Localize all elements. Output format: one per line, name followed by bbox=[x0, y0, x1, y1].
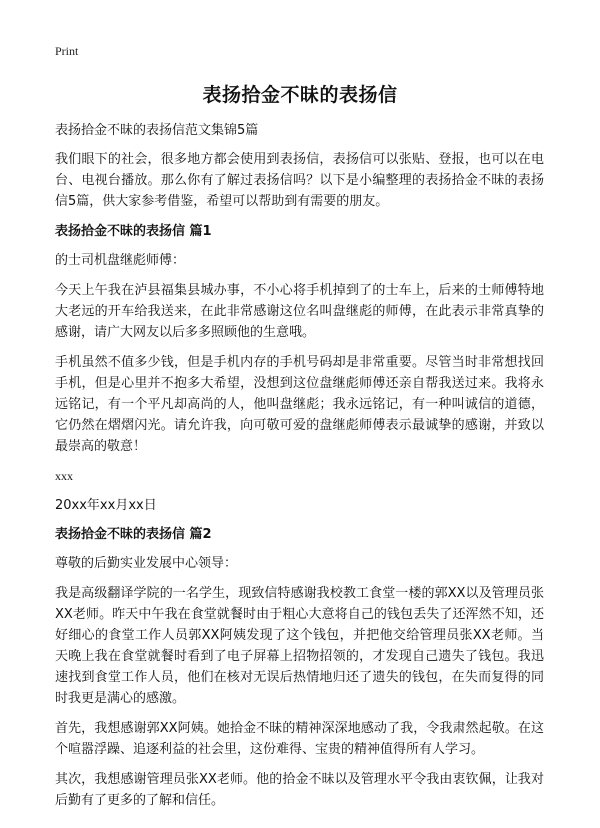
letter-paragraph-2a: 我是高级翻译学院的一名学生，现致信特感谢我校教工食堂一楼的郭XX以及管理员张XX老师。昨天中午我在食堂就餐时由于粗心大意将自己的钱包丢失了还浑然不知，还好细心的食堂工作人员郭XX阿姨发现了这个钱包，并把他交给管理员张XX老师。当天晚上我在食堂就餐时看到了电子屏幕上招物招领的，才发现自己遗失了钱包。我迅速找到食堂工作人员，他们在核对无误后热情地归还了遗失的钱包，在失而复得的同时我更是满心的感激。 bbox=[55, 586, 544, 706]
letter-greeting-2: 尊敬的后勤实业发展中心领导： bbox=[55, 556, 238, 571]
letter-greeting-1: 的士司机盘继彪师傅： bbox=[55, 253, 186, 268]
intro-paragraph: 我们眼下的社会，很多地方都会使用到表扬信，表扬信可以张贴、登报，也可以在电台、电视台播放。那么你有了解过表扬信吗？以下是小编整理的表扬拾金不昧的表扬信5篇，供大家参考借鉴，希望可以帮助到有需要的朋友。 bbox=[55, 152, 544, 209]
page-title: 表扬拾金不昧的表扬信 bbox=[202, 84, 398, 106]
letter-date-1: 20xx年xx月xx日 bbox=[55, 498, 157, 513]
section-heading-1: 表扬拾金不昧的表扬信 篇1 bbox=[55, 224, 212, 239]
document-body bbox=[55, 120, 544, 820]
print-link[interactable]: Print bbox=[55, 44, 79, 58]
letter-signature-1: xxx bbox=[55, 469, 73, 483]
letter-paragraph-1b: 手机虽然不值多少钱，但是手机内存的手机号码却是非常重要。尽管当时非常想找回手机，但是心里并不抱多大希望，没想到这位盘继彪师傅还亲自帮我送过来。我将永远铭记，有一个平凡却高尚的人，他叫盘继彪；我永远铭记，有一种叫诚信的道德，它仍然在熠熠闪光。请允许我，向可敬可爱的盘继彪师傅表示最诚挚的感谢，并致以最崇高的敬意！ bbox=[55, 355, 544, 454]
letter-paragraph-1a: 今天上午我在泸县福集县城办事，不小心将手机掉到了的士车上，后来的士师傅特地大老远的开车给我送来，在此非常感谢这位名叫盘继彪的师傅，在此表示非常真挚的感谢，请广大网友以后多多照顾他的生意哦。 bbox=[55, 283, 544, 340]
letter-paragraph-2c: 其次，我想感谢管理员张XX老师。他的拾金不昧以及管理水平令我由衷钦佩，让我对后勤有了更多的了解和信任。 bbox=[55, 772, 544, 808]
document-subtitle: 表扬拾金不昧的表扬信范文集锦5篇 bbox=[55, 123, 259, 138]
letter-paragraph-2b: 首先，我想感谢郭XX阿姨。她拾金不昧的精神深深地感动了我，令我肃然起敬。在这个喧嚣浮躁、追逐利益的社会里，这份难得、宝贵的精神值得所有人学习。 bbox=[55, 721, 544, 757]
section-heading-2: 表扬拾金不昧的表扬信 篇2 bbox=[55, 527, 212, 542]
